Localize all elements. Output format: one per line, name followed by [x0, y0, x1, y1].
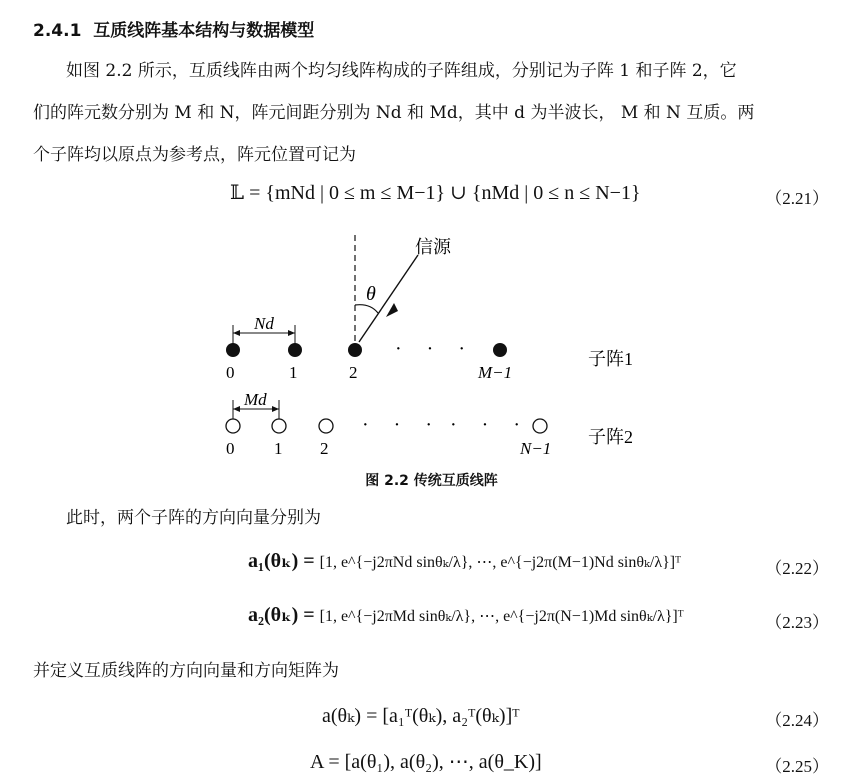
- paragraph-1-line-2: 们的阵元数分别为 M 和 N，阵元间距分别为 Nd 和 Md，其中 d 为半波长， M 和 N 互质。两: [33, 103, 755, 123]
- subarray1-index: 1: [289, 363, 298, 382]
- source-label: 信源: [415, 237, 451, 257]
- equation-2-24: a(θₖ) = [a₁ᵀ(θₖ), a₂ᵀ(θₖ)]ᵀ: [322, 705, 520, 727]
- md-label: Md: [244, 390, 267, 409]
- section-heading: [33, 16, 314, 41]
- figure-caption: 图 2.2 传统互质线阵: [365, 473, 498, 489]
- equation-number-2-23: （2.23）: [765, 613, 829, 632]
- subarray1-element: [348, 343, 362, 357]
- eq-2-22-lhs: a₁(θₖ) =: [248, 550, 315, 572]
- equation-2-23: [248, 602, 684, 627]
- subarray2-element: [533, 419, 547, 433]
- subarray1-element: [226, 343, 240, 357]
- theta-label: θ: [366, 283, 376, 305]
- subarray2-index: 2: [320, 439, 329, 458]
- subarray1-label: 子阵1: [588, 349, 633, 369]
- equation-number-2-25: （2.25）: [765, 757, 829, 776]
- section-number: 2.4.1: [33, 21, 82, 41]
- paragraph-3: 并定义互质线阵的方向向量和方向矩阵为: [33, 661, 339, 681]
- arrow-head-icon: [386, 303, 398, 317]
- eq-2-23-lhs: a₂(θₖ) =: [248, 604, 315, 626]
- paragraph-1-line-3: 个子阵均以原点为参考点，阵元位置可记为: [33, 145, 356, 165]
- subarray2-dots: · · ·: [362, 414, 442, 436]
- subarray2-element: [226, 419, 240, 433]
- subarray1-index: 0: [226, 363, 235, 382]
- subarray2-element: [272, 419, 286, 433]
- subarray1-index: M−1: [478, 363, 513, 382]
- paragraph-1-line-1: 如图 2.2 所示，互质线阵由两个均匀线阵构成的子阵组成，分别记为子阵 1 和子阵 2，它: [66, 61, 737, 81]
- subarray2-index: N−1: [520, 439, 552, 458]
- eq-2-22-rhs: [1, e^{−j2πNd sinθₖ/λ}, ⋯, e^{−j2π(M−1)Nd sinθₖ/λ}]ᵀ: [319, 554, 681, 571]
- section-title: 互质线阵基本结构与数据模型: [93, 21, 315, 41]
- equation-2-25: A = [a(θ₁), a(θ₂), ⋯, a(θ_K)]: [310, 751, 542, 773]
- subarray2-element: [319, 419, 333, 433]
- equation-number-2-24: （2.24）: [765, 711, 829, 730]
- equation-2-22: [248, 548, 681, 573]
- subarray1-dots: · · ·: [395, 338, 475, 360]
- subarray1-index: 2: [349, 363, 358, 382]
- subarray2-index: 1: [274, 439, 283, 458]
- equation-number-2-21: （2.21）: [765, 189, 829, 208]
- coprime-array-figure: [0, 225, 863, 465]
- subarray1-element: [288, 343, 302, 357]
- theta-arc: [355, 305, 378, 313]
- equation-number-2-22: （2.22）: [765, 559, 829, 578]
- equation-2-21: 𝕃 = {mNd | 0 ≤ m ≤ M−1} ∪ {nMd | 0 ≤ n ≤ N−1}: [230, 182, 641, 204]
- subarray1-element: [493, 343, 507, 357]
- nd-label: Nd: [254, 314, 274, 333]
- eq-2-23-rhs: [1, e^{−j2πMd sinθₖ/λ}, ⋯, e^{−j2π(N−1)Md sinθₖ/λ}]ᵀ: [319, 608, 684, 625]
- subarray2-label: 子阵2: [588, 427, 633, 447]
- subarray2-dots: · · ·: [450, 414, 530, 436]
- paragraph-2: 此时，两个子阵的方向向量分别为: [66, 508, 321, 528]
- subarray2-index: 0: [226, 439, 235, 458]
